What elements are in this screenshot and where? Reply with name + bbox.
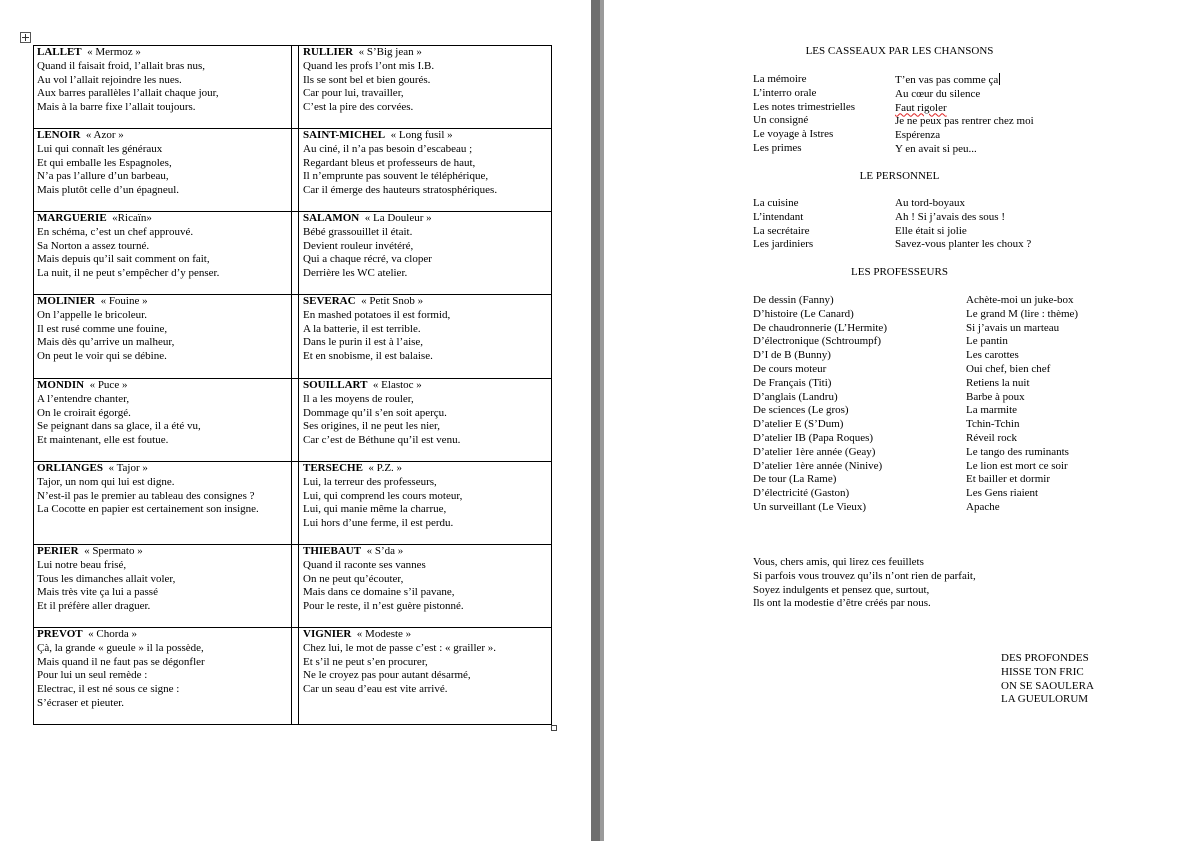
student-nickname: « Chorda » bbox=[88, 628, 138, 640]
personnel-songs[interactable] bbox=[895, 197, 1031, 252]
table-cell[interactable] bbox=[37, 379, 201, 448]
verse-line: Lui notre beau frisé, bbox=[37, 558, 127, 571]
verse-line: Derrière les WC atelier. bbox=[303, 267, 408, 280]
table-cell[interactable] bbox=[303, 129, 497, 198]
table-cell[interactable] bbox=[303, 212, 432, 281]
student-nickname: « P.Z. » bbox=[368, 462, 403, 474]
list-item-song: Au tord-boyaux bbox=[895, 197, 965, 209]
slogan-line: ON SE SAOULERA bbox=[1001, 679, 1094, 692]
student-name: LALLET bbox=[37, 46, 82, 58]
student-name: MONDIN bbox=[37, 379, 85, 391]
text-cursor-icon bbox=[999, 73, 1000, 85]
verse-line: Mais depuis qu’il sait comment on fait, bbox=[37, 253, 210, 266]
table-cell[interactable] bbox=[37, 212, 219, 281]
student-name: ORLIANGES bbox=[37, 462, 104, 474]
list-item-subject: De sciences (Le gros) bbox=[753, 404, 849, 417]
cell-heading bbox=[37, 46, 219, 60]
list-item-subject: De Français (Titi) bbox=[753, 376, 832, 389]
verse-line: Au ciné, il n’a pas besoin d’escabeau ; bbox=[303, 142, 473, 155]
chansons-title: LES CASSEAUX PAR LES CHANSONS bbox=[805, 45, 994, 57]
verse-line: Au vol l’allait rejoindre les nues. bbox=[37, 73, 182, 86]
verse-line: Tajor, un nom qui lui est digne. bbox=[37, 475, 175, 488]
student-nickname: « Modeste » bbox=[356, 628, 412, 640]
cell-heading bbox=[303, 628, 496, 642]
cell-heading bbox=[303, 462, 462, 476]
list-item-song: Elle était si jolie bbox=[895, 224, 967, 237]
verse-line: La Cocotte en papier est certainement son insigne. bbox=[37, 503, 259, 516]
student-name: THIEBAUT bbox=[303, 545, 362, 557]
student-nickname: « Elastoc » bbox=[372, 379, 422, 391]
verse-line: Car pour lui, travailler, bbox=[303, 87, 404, 100]
student-nickname: « Petit Snob » bbox=[361, 295, 424, 307]
cell-heading bbox=[37, 212, 219, 226]
table-resize-handle-icon[interactable] bbox=[551, 725, 557, 731]
list-item-subject: De cours moteur bbox=[753, 362, 827, 375]
personnel-subjects[interactable] bbox=[753, 197, 813, 252]
list-item-subject: La cuisine bbox=[753, 197, 799, 209]
verse-line: Car c’est de Béthune qu’il est venu. bbox=[303, 434, 461, 447]
list-item-subject: Le voyage à Istres bbox=[753, 128, 834, 141]
cell-heading bbox=[37, 545, 175, 559]
list-item-song: Barbe à poux bbox=[966, 390, 1025, 403]
list-item-song: Y en avait si peu... bbox=[895, 142, 977, 155]
list-item-subject: Un surveillant (Le Vieux) bbox=[753, 500, 867, 513]
student-nickname: « S’da » bbox=[366, 545, 404, 557]
cell-heading bbox=[37, 628, 205, 642]
student-name: SALAMON bbox=[303, 212, 360, 224]
verse-line: Dans le purin il est à l’aise, bbox=[303, 336, 424, 349]
list-item-song: Au cœur du silence bbox=[895, 87, 981, 100]
verse-line: Çà, la grande « gueule » il la possède, bbox=[37, 641, 204, 654]
list-item-subject: Les primes bbox=[753, 141, 802, 154]
slogan-line: LA GUEULORUM bbox=[1001, 693, 1089, 706]
table-cell[interactable] bbox=[37, 129, 179, 198]
list-item-subject: De tour (La Rame) bbox=[753, 473, 837, 486]
cell-heading bbox=[303, 212, 432, 226]
cell-heading bbox=[303, 46, 434, 60]
table-cell[interactable] bbox=[303, 295, 450, 364]
student-name: SOUILLART bbox=[303, 379, 368, 391]
student-name: LENOIR bbox=[37, 129, 81, 141]
verse-line: Mais dans ce domaine s’il pavane, bbox=[303, 586, 455, 599]
student-nickname: « Puce » bbox=[89, 379, 128, 391]
cell-heading bbox=[303, 545, 464, 559]
list-item-song: Ah ! Si j’avais des sous ! bbox=[895, 210, 1005, 223]
document-page-left[interactable] bbox=[0, 0, 591, 841]
list-item-song: Le tango des ruminants bbox=[966, 445, 1069, 458]
cell-heading bbox=[37, 379, 201, 393]
verse-line: En mashed potatoes il est formid, bbox=[303, 308, 451, 321]
verse-line: Lui, qui manie même la charrue, bbox=[303, 503, 447, 516]
verse-line: Mais quand il ne faut pas se dégonfler bbox=[37, 655, 205, 668]
list-item-subject: D’atelier E (S’Dum) bbox=[753, 418, 844, 431]
table-border bbox=[551, 45, 552, 725]
student-name: PREVOT bbox=[37, 628, 83, 640]
table-cell[interactable] bbox=[37, 545, 175, 614]
verse-line: On peut le voir qui se débine. bbox=[37, 350, 167, 363]
student-nickname: « Mermoz » bbox=[87, 46, 141, 58]
list-item-song: Je ne peux pas rentrer chez moi bbox=[895, 115, 1034, 128]
closing-slogan[interactable] bbox=[1001, 652, 1094, 707]
list-item-subject: D’atelier 1ère année (Geay) bbox=[753, 445, 876, 458]
list-item-subject: Un consigné bbox=[753, 114, 809, 127]
verse-line: Lui, la terreur des professeurs, bbox=[303, 475, 437, 488]
slogan-line: DES PROFONDES bbox=[1001, 652, 1089, 664]
poem-line: Soyez indulgents et pensez que, surtout, bbox=[753, 583, 930, 596]
table-cell[interactable] bbox=[303, 545, 464, 614]
list-item-subject: D’électronique (Schtroumpf) bbox=[753, 335, 881, 348]
list-item-subject: D’atelier 1ère année (Ninive) bbox=[753, 459, 883, 472]
student-name: MARGUERIE bbox=[37, 212, 107, 224]
verse-line: La nuit, il ne peut s’empêcher d’y penser. bbox=[37, 267, 220, 280]
list-item-song: Les carottes bbox=[966, 349, 1019, 362]
table-cell[interactable] bbox=[303, 462, 462, 531]
list-item-song: Tchin-Tchin bbox=[966, 418, 1020, 431]
list-item-song: Réveil rock bbox=[966, 431, 1018, 444]
verse-line: Et en snobisme, il est balaise. bbox=[303, 350, 433, 363]
list-item-subject: Les notes trimestrielles bbox=[753, 100, 856, 113]
verse-line: Lui, qui comprend les cours moteur, bbox=[303, 489, 463, 502]
verse-line: Quand il raconte ses vannes bbox=[303, 558, 426, 571]
list-item-song: Achète-moi un juke-box bbox=[966, 294, 1074, 306]
student-nickname: « S’Big jean » bbox=[358, 46, 422, 58]
verse-line: Qui a chaque récré, va cloper bbox=[303, 253, 432, 266]
list-item-subject: Les jardiniers bbox=[753, 238, 814, 251]
poem-line: Si parfois vous trouvez qu’ils n’ont rien de parfait, bbox=[753, 569, 976, 582]
list-item-song: Retiens la nuit bbox=[966, 376, 1030, 389]
student-nickname: « Tajor » bbox=[108, 462, 148, 474]
list-item-song: Oui chef, bien chef bbox=[966, 362, 1051, 375]
table-border bbox=[33, 724, 552, 725]
list-item-song: Faut rigoler bbox=[895, 101, 947, 114]
closing-poem[interactable] bbox=[753, 556, 976, 611]
table-cell[interactable] bbox=[303, 628, 496, 697]
verse-line: Et il préfère aller draguer. bbox=[37, 600, 151, 613]
list-item-song: Les Gens riaient bbox=[966, 487, 1039, 500]
verse-line: Il est rusé comme une fouine, bbox=[37, 322, 168, 335]
page-gutter bbox=[591, 0, 600, 841]
verse-line: Il n’emprunte pas souvent le téléphérique, bbox=[303, 170, 489, 183]
list-item-subject: L’intendant bbox=[753, 210, 804, 223]
list-item-subject: D’I de B (Bunny) bbox=[753, 349, 831, 362]
cell-heading bbox=[37, 462, 259, 476]
student-nickname: « Azor » bbox=[85, 129, 124, 141]
table-border bbox=[298, 45, 299, 725]
verse-line: Ses origines, il ne peut les nier, bbox=[303, 420, 441, 433]
professeurs-title: LES PROFESSEURS bbox=[851, 266, 948, 278]
list-item-song: Apache bbox=[966, 500, 1000, 513]
table-cell[interactable] bbox=[37, 295, 174, 364]
verse-line: Chez lui, le mot de passe c’est : « grailler ». bbox=[303, 641, 497, 654]
list-item-subject: De chaudronnerie (L’Hermite) bbox=[753, 321, 887, 334]
verse-line: Sa Norton a assez tourné. bbox=[37, 239, 150, 252]
student-name: PERIER bbox=[37, 545, 79, 557]
verse-line: Electrac, il est né sous ce signe : bbox=[37, 683, 180, 696]
nicknames-table[interactable] bbox=[33, 45, 552, 725]
verse-line: Pour le reste, il n’est guère pistonné. bbox=[303, 600, 464, 613]
verse-line: Se peignant dans sa glace, il a été vu, bbox=[37, 420, 201, 433]
list-item-subject: D’atelier IB (Papa Roques) bbox=[753, 431, 874, 444]
verse-line: Ils se sont bel et bien gourés. bbox=[303, 73, 431, 86]
verse-line: Mais plutôt celle d’un épagneul. bbox=[37, 184, 180, 197]
verse-line: S’écraser et pieuter. bbox=[37, 696, 125, 709]
student-name: SEVERAC bbox=[303, 295, 356, 307]
verse-line: Car un seau d’eau est vite arrivé. bbox=[303, 683, 448, 696]
list-item-song: Et bailler et dormir bbox=[966, 473, 1050, 486]
professeurs-songs[interactable] bbox=[966, 294, 1078, 515]
list-item-subject: De dessin (Fanny) bbox=[753, 294, 834, 306]
student-name: MOLINIER bbox=[37, 295, 96, 307]
verse-line: Ne le croyez pas pour autant désarmé, bbox=[303, 669, 471, 682]
list-item-song: T’en vas pas comme ça bbox=[895, 74, 999, 86]
verse-line: Mais très vite ça lui a passé bbox=[37, 586, 158, 599]
chansons-songs[interactable] bbox=[895, 73, 1034, 157]
verse-line: Mais à la barre fixe l’allait toujours. bbox=[37, 101, 196, 114]
verse-line: Lui qui connaît les généraux bbox=[37, 142, 163, 155]
list-item-song: Savez-vous planter les choux ? bbox=[895, 238, 1032, 251]
list-item-subject: La secrétaire bbox=[753, 224, 810, 237]
verse-line: Tous les dimanches allait voler, bbox=[37, 572, 176, 585]
document-page-right[interactable] bbox=[604, 0, 1195, 841]
chansons-subjects[interactable] bbox=[753, 73, 855, 156]
list-item-song: Si j’avais un marteau bbox=[966, 321, 1060, 334]
list-item-song: La marmite bbox=[966, 404, 1018, 417]
verse-line: A la batterie, il est terrible. bbox=[303, 322, 421, 335]
list-item-subject: D’électricité (Gaston) bbox=[753, 487, 850, 500]
verse-line: Et maintenant, elle est foutue. bbox=[37, 434, 169, 447]
verse-line: Regardant bleus et professeurs de haut, bbox=[303, 156, 476, 169]
student-nickname: «Ricaïn» bbox=[112, 212, 152, 224]
verse-line: Car il émerge des hauteurs stratosphériques. bbox=[303, 184, 498, 197]
cell-heading bbox=[303, 129, 497, 143]
cell-heading bbox=[37, 129, 179, 143]
table-cell[interactable] bbox=[303, 46, 434, 115]
poem-line: Ils ont la modestie d’être créés par nous. bbox=[753, 597, 931, 610]
list-item-song: Le lion est mort ce soir bbox=[966, 459, 1068, 472]
student-nickname: « La Douleur » bbox=[364, 212, 432, 224]
student-nickname: « Long fusil » bbox=[390, 129, 453, 141]
professeurs-subjects[interactable] bbox=[753, 294, 887, 515]
list-item-song-with-caret bbox=[895, 73, 1034, 88]
table-cell[interactable] bbox=[37, 462, 259, 517]
student-name: SAINT-MICHEL bbox=[303, 129, 386, 141]
verse-line: Aux barres parallèles l’allait chaque jour, bbox=[37, 87, 219, 100]
verse-line: N’a pas l’allure d’un barbeau, bbox=[37, 170, 169, 183]
student-nickname: « Spermato » bbox=[84, 545, 143, 557]
verse-line: Dommage qu’il s’en soit aperçu. bbox=[303, 406, 447, 419]
table-cell[interactable] bbox=[37, 628, 205, 711]
poem-line: Vous, chers amis, qui lirez ces feuillets bbox=[753, 556, 924, 568]
cell-heading bbox=[303, 379, 460, 393]
verse-line: N’est-il pas le premier au tableau des consignes ? bbox=[37, 489, 255, 502]
verse-line: On ne peut qu’écouter, bbox=[303, 572, 404, 585]
verse-line: Il a les moyens de rouler, bbox=[303, 392, 414, 405]
cell-heading bbox=[303, 295, 450, 309]
list-item-song: Le grand M (lire : thème) bbox=[966, 307, 1079, 320]
verse-line: On le croirait égorgé. bbox=[37, 406, 131, 419]
table-border bbox=[291, 45, 292, 725]
list-item-subject: D’anglais (Landru) bbox=[753, 390, 838, 403]
verse-line: Pour lui un seul remède : bbox=[37, 669, 148, 682]
verse-line: Mais dès qu’arrive un malheur, bbox=[37, 336, 175, 349]
verse-line: On l’appelle le bricoleur. bbox=[37, 308, 147, 321]
list-item-subject: D’histoire (Le Canard) bbox=[753, 307, 854, 320]
student-name: TERSECHE bbox=[303, 462, 363, 474]
verse-line: Quand les profs l’ont mis I.B. bbox=[303, 59, 435, 72]
table-move-handle-icon[interactable] bbox=[20, 32, 31, 43]
student-nickname: « Fouine » bbox=[100, 295, 148, 307]
slogan-line: HISSE TON FRIC bbox=[1001, 665, 1084, 678]
verse-line: Lui hors d’une ferme, il est perdu. bbox=[303, 517, 454, 530]
list-item-subject: La mémoire bbox=[753, 73, 807, 85]
student-name: VIGNIER bbox=[303, 628, 352, 640]
verse-line: Et s’il ne peut s’en procurer, bbox=[303, 655, 428, 668]
verse-line: A l’entendre chanter, bbox=[37, 392, 130, 405]
verse-line: Et qui emballe les Espagnoles, bbox=[37, 156, 172, 169]
table-border bbox=[33, 45, 34, 725]
verse-line: En schéma, c’est un chef approuvé. bbox=[37, 225, 194, 238]
cell-heading bbox=[37, 295, 174, 309]
student-name: RULLIER bbox=[303, 46, 354, 58]
table-cell[interactable] bbox=[37, 46, 219, 115]
list-item-song: Espérenza bbox=[895, 129, 941, 142]
verse-line: Devient rouleur invétéré, bbox=[303, 239, 414, 252]
list-item-subject: L’interro orale bbox=[753, 86, 817, 99]
personnel-title: LE PERSONNEL bbox=[859, 170, 940, 182]
list-item-song: Le pantin bbox=[966, 335, 1008, 348]
table-cell[interactable] bbox=[303, 379, 460, 448]
verse-line: C’est la pire des corvées. bbox=[303, 101, 414, 114]
verse-line: Bébé grassouillet il était. bbox=[303, 225, 413, 238]
verse-line: Quand il faisait froid, l’allait bras nus, bbox=[37, 59, 206, 72]
